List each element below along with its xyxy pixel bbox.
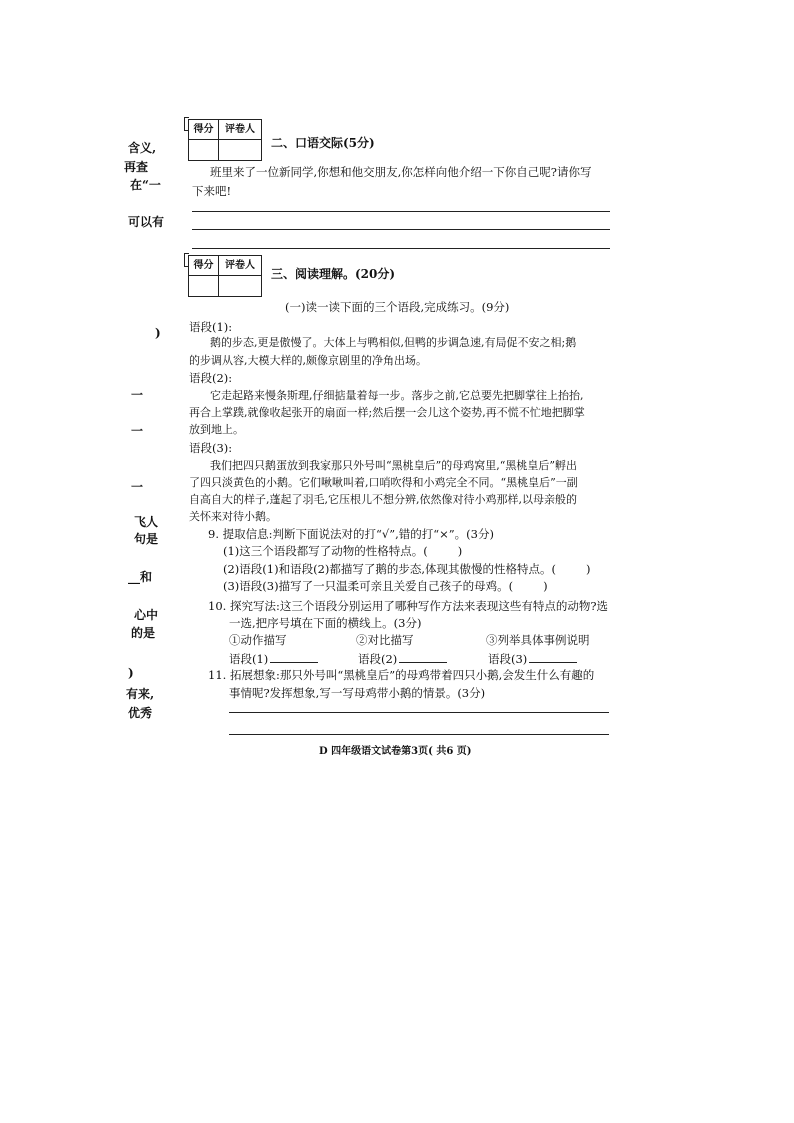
answer-blank[interactable] bbox=[270, 650, 318, 663]
q10-option: ①动作描写 bbox=[229, 633, 287, 647]
left-fragment: ) bbox=[128, 666, 134, 680]
left-fragment: 一 bbox=[131, 480, 144, 494]
left-fragment: 再查 bbox=[124, 160, 149, 174]
score-table-section3 bbox=[188, 255, 262, 297]
left-fragment: 优秀 bbox=[128, 706, 153, 720]
answer-line[interactable] bbox=[229, 734, 609, 735]
grader-label: 评卷人 bbox=[219, 256, 261, 276]
left-fragment: ) bbox=[155, 326, 161, 340]
left-fragment: 的是 bbox=[131, 626, 156, 640]
q9-item-close: ) bbox=[543, 579, 548, 593]
q9-item-text: (3)语段(3)描写了一只温柔可亲且关爱自己孩子的母鸡。( bbox=[223, 579, 514, 593]
left-fragment: 含义, bbox=[128, 141, 157, 155]
para3-line: 了四只淡黄色的小鹅。它们啾啾叫着,口哨吹得和小鸡完全不同。“黑桃皇后”一副 bbox=[189, 476, 578, 489]
q10-stem-line2: 一选,把序号填在下面的横线上。(3分) bbox=[229, 616, 422, 630]
left-fragment: 在“一 bbox=[130, 178, 161, 192]
q9-item-text: (2)语段(1)和语段(2)都描写了鹅的步态,体现其傲慢的性格特点。( bbox=[223, 562, 557, 576]
q10-blank-2 bbox=[358, 650, 447, 667]
grader-cell bbox=[219, 276, 261, 296]
left-fragment: 句是 bbox=[134, 532, 159, 546]
para2-label: 语段(2): bbox=[189, 371, 233, 385]
q9-item bbox=[223, 542, 462, 560]
answer-line[interactable] bbox=[229, 712, 609, 713]
q10-stem-line1: 10. 探究写法:这三个语段分别运用了哪种写作方法来表现这些有特点的动物?选 bbox=[208, 599, 608, 613]
score-cell bbox=[189, 140, 219, 160]
left-fragment: 有来, bbox=[126, 687, 155, 701]
q9-item-close: ) bbox=[457, 544, 463, 558]
para1-line: 的步调从容,大模大样的,颇像京剧里的净角出场。 bbox=[189, 354, 427, 367]
q10-blank-3 bbox=[488, 650, 577, 667]
answer-line[interactable] bbox=[192, 229, 610, 230]
score-label: 得分 bbox=[189, 256, 219, 276]
para2-line: 再合上掌蹼,就像收起张开的扇面一样;然后摆一会儿这个姿势,再不慌不忙地把脚掌 bbox=[189, 406, 585, 419]
section2-prompt-line1: 班里来了一位新同学,你想和他交朋友,你怎样向他介绍一下你自己呢?请你写 bbox=[210, 165, 592, 179]
q9-item bbox=[223, 560, 591, 578]
q9-stem: 9. 提取信息:判断下面说法对的打“√”,错的打“×”。(3分) bbox=[208, 527, 494, 541]
answer-blank[interactable] bbox=[529, 650, 577, 663]
score-label: 得分 bbox=[189, 120, 219, 140]
left-fragment: 一 bbox=[131, 424, 144, 438]
q10-option: ③列举具体事例说明 bbox=[486, 633, 590, 647]
q10-blank-label: 语段(1) bbox=[229, 652, 269, 666]
left-fragment: 飞人 bbox=[134, 515, 159, 529]
para3-line: 关怀来对待小鹅。 bbox=[189, 510, 277, 523]
q9-item-close: ) bbox=[586, 562, 591, 576]
q10-blank-label: 语段(2) bbox=[358, 652, 398, 666]
q10-blank-1 bbox=[229, 650, 318, 667]
left-fragment: 一 bbox=[131, 388, 144, 402]
grader-cell bbox=[219, 140, 261, 160]
left-fragment: __和 bbox=[128, 570, 153, 584]
q10-blank-label: 语段(3) bbox=[488, 652, 528, 666]
score-cell bbox=[189, 276, 219, 296]
page-footer: D 四年级语文试卷第3页( 共6 页) bbox=[319, 746, 472, 757]
section2-prompt-line2: 下来吧! bbox=[192, 184, 232, 198]
q9-item bbox=[223, 577, 548, 595]
left-fragment: 可以有 bbox=[128, 215, 165, 229]
answer-blank[interactable] bbox=[399, 650, 447, 663]
answer-line[interactable] bbox=[192, 248, 610, 249]
para3-line: 我们把四只鹅蛋放到我家那只外号叫“黑桃皇后”的母鸡窝里,“黑桃皇后”孵出 bbox=[210, 459, 577, 472]
q9-item-text: (1)这三个语段都写了动物的性格特点。( bbox=[223, 544, 428, 558]
para1-line: 鹅的步态,更是傲慢了。大体上与鸭相似,但鸭的步调急速,有局促不安之相;鹅 bbox=[210, 336, 577, 349]
section2-title: 二、口语交际(5分) bbox=[271, 136, 375, 150]
para3-label: 语段(3): bbox=[189, 441, 233, 455]
score-table-section2 bbox=[188, 119, 262, 161]
para3-line: 自高自大的样子,蓬起了羽毛,它压根儿不想分辨,依然像对待小鸡那样,以母亲般的 bbox=[189, 493, 577, 506]
answer-line[interactable] bbox=[192, 211, 610, 212]
q11-stem-line2: 事情呢?发挥想象,写一写母鸡带小鹅的情景。(3分) bbox=[229, 686, 486, 700]
para2-line: 它走起路来慢条斯理,仔细掂量着每一步。落步之前,它总要先把脚掌往上抬抬, bbox=[210, 389, 584, 402]
q11-stem-line1: 11. 拓展想象:那只外号叫“黑桃皇后”的母鸡带着四只小鹅,会发生什么有趣的 bbox=[208, 668, 595, 682]
section3-subtitle: (一)读一读下面的三个语段,完成练习。(9分) bbox=[285, 300, 510, 314]
q10-option: ②对比描写 bbox=[356, 633, 414, 647]
grader-label: 评卷人 bbox=[219, 120, 261, 140]
para1-label: 语段(1): bbox=[189, 320, 233, 334]
left-fragment: 心中 bbox=[134, 608, 159, 622]
section3-title: 三、阅读理解。(20分) bbox=[271, 267, 396, 281]
para2-line: 放到地上。 bbox=[189, 423, 244, 436]
